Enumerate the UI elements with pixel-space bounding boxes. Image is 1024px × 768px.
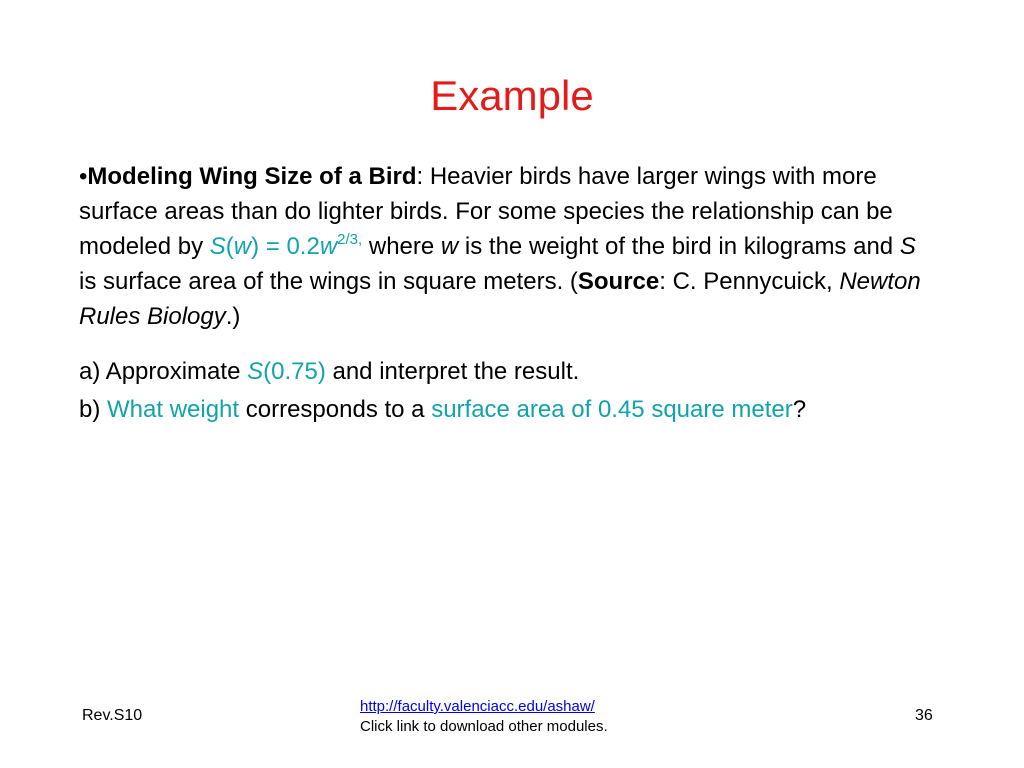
var-w: w [440,233,459,260]
question-b [79,392,929,427]
footer-link[interactable]: http://faculty.valenciacc.edu/ashaw/ [360,698,595,715]
formula [210,233,362,260]
question-a-expression [247,358,326,385]
formula-mid: ) = 0.2 [251,233,320,260]
book-title: Newton Rules Biology [79,268,921,330]
question-a-s: S [247,358,264,385]
text: : C. Pennycuick, [659,268,840,295]
formula-w: w [233,233,252,260]
text: : Heavier birds have larger wings with more surface areas than do lighter birds. For some species the relationship can be modeled by [79,163,893,260]
slide-title: Example [430,72,594,119]
footer-note: Click link to download other modules. [360,718,608,735]
footer-revision: Rev.S10 [82,707,143,724]
text: where [362,233,441,260]
formula-s: S [209,233,226,260]
page-number: 36 [915,707,933,724]
bullet: • [79,163,88,190]
text: is surface area of the wings in square meters. ( [79,268,578,295]
problem-heading: Modeling Wing Size of a Bird [87,163,417,190]
footer-center [360,697,608,737]
question-b-highlight-1: What weight [107,396,240,423]
formula-open: ( [225,233,234,260]
formula-w2: w [319,233,338,260]
text: is the weight of the bird in kilograms and [458,233,900,260]
slide-body [79,159,929,427]
question-a-suffix: and interpret the result. [325,358,580,385]
question-a-arg: (0.75) [263,358,326,385]
question-b-suffix: ? [792,396,807,423]
problem-paragraph [79,159,929,334]
question-b-prefix: b) [79,396,108,423]
formula-exponent: 2/3, [337,231,363,248]
var-s: S [899,233,916,260]
source-label: Source [577,268,660,295]
text: .) [225,303,241,330]
question-a-prefix: a) Approximate [79,358,248,385]
question-a [79,354,929,389]
question-b-mid: corresponds to a [239,396,432,423]
question-b-highlight-2: surface area of 0.45 square meter [431,396,793,423]
